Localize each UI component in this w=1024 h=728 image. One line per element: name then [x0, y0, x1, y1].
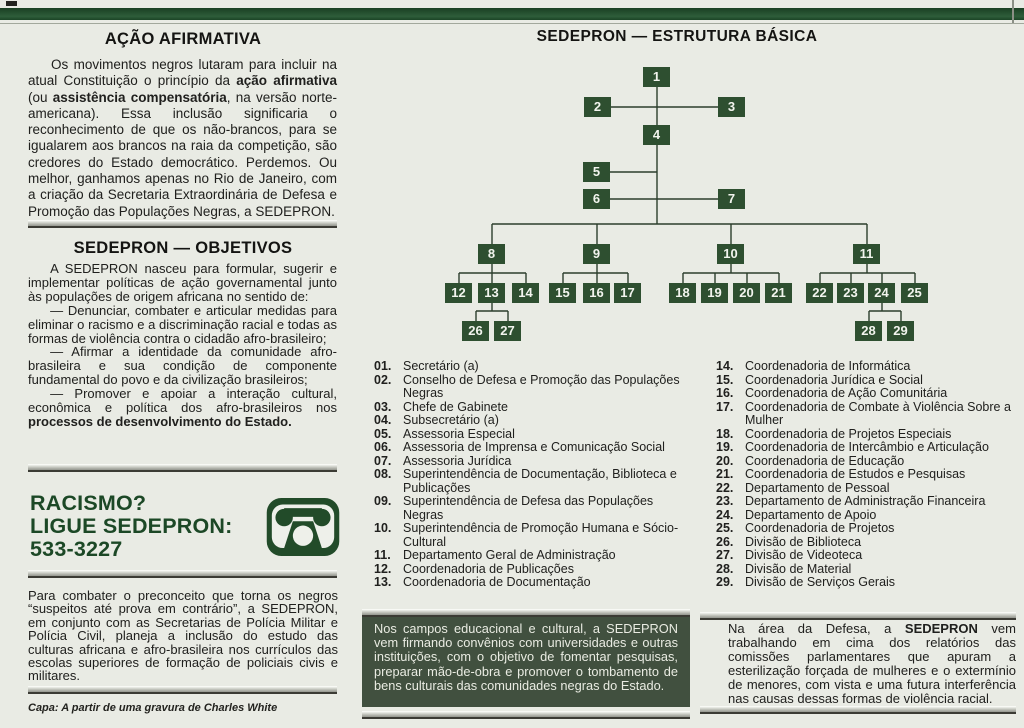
legend-text: Coordenadoria de Publicações: [403, 561, 574, 576]
defesa-paragraph: Na área da Defesa, a SEDEPRON vem trabalhando em cima dos relatórios das comissões parlamentares que apuram a esterilização forçada de mulheres e o extermínio de menores, com vista e uma futura interferência nas causas dessas formas de violência racial.: [728, 621, 1016, 706]
legend-number: 09.: [374, 494, 392, 508]
legend-item: [374, 468, 680, 495]
legend-item: [716, 563, 1016, 577]
objetivos-paragraphs: [28, 262, 337, 429]
legend-item: [374, 563, 680, 577]
legend-text: Subsecretário (a): [403, 413, 499, 427]
legend-item: [716, 428, 1016, 442]
legend-text: Departamento Geral de Administração: [403, 548, 616, 562]
legend-list-01-13: [374, 360, 680, 590]
racismo-line: LIGUE SEDEPRON:: [30, 514, 233, 538]
legend-item: [374, 428, 680, 442]
legend-text: Superintendência de Promoção Humana e Sócio-Cultural: [403, 521, 679, 549]
legend-text: Coordenadoria de Projetos Especiais: [745, 426, 952, 441]
legend-item: [716, 401, 1016, 428]
org-node-18: 18: [669, 283, 696, 303]
legend-text: Coordenadoria de Combate à Violência Sobre a Mulher: [745, 399, 1011, 427]
legend-number: 03.: [374, 399, 392, 414]
legend-item: [374, 360, 680, 374]
legend-text: Chefe de Gabinete: [403, 399, 508, 414]
legend-item: [716, 482, 1016, 496]
legend-number: 10.: [374, 521, 392, 535]
legend-item: [716, 549, 1016, 563]
legend-number: 27.: [716, 548, 734, 562]
org-node-15: 15: [549, 283, 576, 303]
legend-number: 06.: [374, 440, 392, 454]
legend-number: 12.: [374, 561, 392, 576]
divider-rule: [362, 711, 690, 719]
legend-text: Departamento de Pessoal: [745, 480, 890, 495]
legend-number: 24.: [716, 507, 734, 522]
divider-rule: [28, 686, 337, 694]
legend-number: 19.: [716, 440, 734, 454]
legend-item: [374, 374, 680, 401]
legend-item: [716, 360, 1016, 374]
top-green-bar: [0, 8, 1024, 20]
org-node-4: 4: [643, 125, 670, 145]
phone-icon: [266, 498, 340, 561]
org-node-12: 12: [445, 283, 472, 303]
legend-number: 28.: [716, 561, 734, 576]
org-chart: [440, 58, 940, 350]
legend-number: 04.: [374, 413, 392, 427]
org-node-14: 14: [512, 283, 539, 303]
legend-number: 13.: [374, 575, 392, 589]
legend-number: 26.: [716, 534, 734, 549]
legend-number: 08.: [374, 467, 392, 481]
org-node-3: 3: [718, 97, 745, 117]
registration-mark: [6, 1, 17, 6]
org-node-19: 19: [701, 283, 728, 303]
racismo-line: 533-3227: [30, 537, 123, 561]
legend-text: Assessoria Jurídica: [403, 453, 512, 468]
legend-number: 15.: [716, 372, 734, 387]
legend-text: Conselho de Defesa e Promoção das Populações Negras: [403, 372, 680, 400]
legend-list-14-29: [716, 360, 1016, 590]
legend-number: 07.: [374, 453, 392, 468]
acao-afirmativa-paragraph: Os movimentos negros lutaram para incluir na atual Constituição o princípio da ação afirmativa (ou assistência compensatória, na versão norte-americana). Essa inclusão significaria o reconhecimento de que os não-brancos, para se igualarem aos brancos na raia da competição, são credores do Estado democrático. Perdemos. Ou melhor, ganhamos apenas no Rio de Janeiro, com a criação da Secretaria Extraordinária de Defesa e Promoção das Populações Negras, a SEDEPRON.: [28, 57, 337, 219]
legend-number: 21.: [716, 467, 734, 481]
org-node-1: 1: [643, 67, 670, 87]
org-node-25: 25: [901, 283, 928, 303]
racismo-line: RACISMO?: [30, 491, 147, 515]
org-node-11: 11: [853, 244, 880, 264]
racismo-callout-text: [30, 492, 266, 561]
legend-number: 17.: [716, 399, 734, 414]
divider-rule: [28, 570, 337, 578]
org-node-8: 8: [478, 244, 505, 264]
paragraph: — Denunciar, combater e articular medidas para eliminar o racismo e a discriminação racial e todas as formas de violência contra o cidadão afro-brasileiro;: [28, 302, 337, 346]
legend-item: [716, 455, 1016, 469]
org-node-2: 2: [584, 97, 611, 117]
org-node-13: 13: [478, 283, 505, 303]
legend-item: [716, 441, 1016, 455]
legend-number: 01.: [374, 359, 392, 373]
legend-number: 18.: [716, 426, 734, 441]
org-chart-title: SEDEPRON — ESTRUTURA BÁSICA: [536, 28, 818, 45]
org-node-29: 29: [887, 321, 914, 341]
top-thin-rule: [0, 23, 1024, 24]
legend-item: [716, 495, 1016, 509]
legend-item: [374, 401, 680, 415]
legend-item: [374, 576, 680, 590]
education-culture-green-box: Nos campos educacional e cultural, a SEDEPRON vem firmando convênios com universidades e outras instituições, com o objetivo de fomentar pesquisas, preparar mão-de-obra e promover o tombamento de bens culturais das comunidades negras do Estado.: [362, 617, 690, 707]
org-node-21: 21: [765, 283, 792, 303]
legend-text: Coordenadoria de Ação Comunitária: [745, 386, 948, 400]
racismo-callout: [30, 492, 340, 561]
legend-item: [716, 374, 1016, 388]
legend-text: Superintendência de Defesa das Populações Negras: [403, 494, 654, 522]
org-node-22: 22: [806, 283, 833, 303]
legend-item: [374, 549, 680, 563]
legend-item: [716, 387, 1016, 401]
divider-rule: [362, 609, 690, 617]
legend-text: Assessoria de Imprensa e Comunicação Social: [403, 440, 665, 454]
legend-text: Coordenadoria de Informática: [745, 359, 911, 373]
combate-paragraph: Para combater o preconceito que torna os negros “suspeitos até prova em contrário”, a SEDEPRON, em conjunto com as Secretarias de Polícia Militar e Polícia Civil, planeja a inclusão do estudo das culturas africana e afro-brasileira nos currículos das escolas superiores de formação de policiais civis e militares.: [28, 588, 338, 684]
legend-text: Coordenadoria de Intercâmbio e Articulação: [745, 440, 989, 454]
org-node-16: 16: [583, 283, 610, 303]
legend-item: [716, 576, 1016, 590]
cover-credit-caption: Capa: A partir de uma gravura de Charles White: [28, 702, 278, 714]
org-chart-connectors: [440, 58, 940, 350]
page-edge-tick: [1012, 0, 1014, 23]
org-node-9: 9: [583, 244, 610, 264]
legend-text: Coordenadoria Jurídica e Social: [745, 372, 923, 387]
divider-rule: [28, 220, 337, 228]
legend-text: Departamento de Apoio: [745, 507, 877, 522]
legend-item: [716, 468, 1016, 482]
legend-number: 25.: [716, 521, 734, 535]
legend-text: Divisão de Material: [745, 561, 852, 576]
legend-number: 14.: [716, 359, 734, 373]
legend-number: 20.: [716, 453, 734, 468]
acao-afirmativa-heading: AÇÃO AFIRMATIVA: [104, 30, 262, 48]
org-node-23: 23: [837, 283, 864, 303]
legend-item: [374, 495, 680, 522]
legend-number: 11.: [374, 548, 391, 562]
org-node-26: 26: [462, 321, 489, 341]
org-node-10: 10: [717, 244, 744, 264]
legend-text: Coordenadoria de Educação: [745, 453, 905, 468]
legend-text: Assessoria Especial: [403, 426, 515, 441]
legend-item: [716, 522, 1016, 536]
org-node-17: 17: [614, 283, 641, 303]
legend-number: 02.: [374, 372, 392, 387]
org-node-5: 5: [583, 162, 610, 182]
org-node-28: 28: [855, 321, 882, 341]
legend-text: Departamento de Administração Financeira: [745, 494, 986, 508]
org-node-6: 6: [583, 189, 610, 209]
legend-text: Coordenadoria de Documentação: [403, 575, 591, 589]
paragraph: — Promover e apoiar a interação cultural, econômica e política dos afro-brasileiros nos processos de desenvolvimento do Estado.: [28, 386, 337, 429]
legend-number: 23.: [716, 494, 734, 508]
org-node-27: 27: [494, 321, 521, 341]
legend-text: Divisão de Serviços Gerais: [745, 575, 896, 589]
paragraph: — Afirmar a identidade da comunidade afro-brasileira e sua condição de componente fundamental do povo e da civilização brasileiros;: [28, 344, 337, 388]
org-node-7: 7: [718, 189, 745, 209]
legend-item: [716, 509, 1016, 523]
legend-item: [374, 414, 680, 428]
divider-rule: [700, 706, 1016, 714]
legend-number: 16.: [716, 386, 734, 400]
org-node-20: 20: [733, 283, 760, 303]
legend-item: [374, 455, 680, 469]
legend-number: 05.: [374, 426, 392, 441]
legend-text: Coordenadoria de Estudos e Pesquisas: [745, 467, 966, 481]
legend-item: [716, 536, 1016, 550]
legend-item: [374, 522, 680, 549]
legend-number: 22.: [716, 480, 734, 495]
divider-rule: [700, 612, 1016, 620]
org-node-24: 24: [868, 283, 895, 303]
legend-text: Coordenadoria de Projetos: [745, 521, 895, 535]
legend-text: Divisão de Biblioteca: [745, 534, 862, 549]
legend-item: [374, 441, 680, 455]
legend-text: Divisão de Videoteca: [745, 548, 863, 562]
objetivos-heading: SEDEPRON — OBJETIVOS: [73, 239, 293, 257]
legend-text: Superintendência de Documentação, Biblioteca e Publicações: [403, 467, 677, 495]
paragraph: A SEDEPRON nasceu para formular, sugerir e implementar políticas de ação governamental junto às populações de origem africana no sentido de:: [28, 261, 337, 304]
legend-number: 29.: [716, 575, 734, 589]
divider-rule: [28, 464, 337, 472]
legend-text: Secretário (a): [403, 359, 479, 373]
